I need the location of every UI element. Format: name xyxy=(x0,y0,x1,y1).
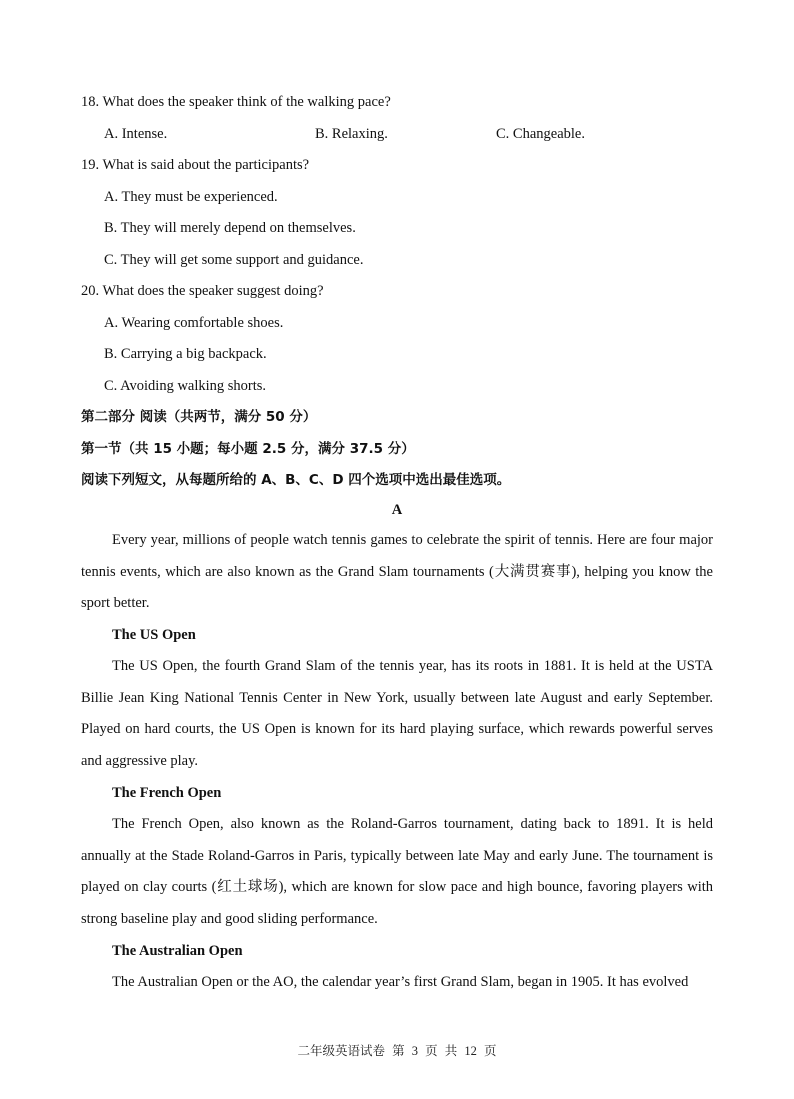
q18-option-a: A. Intense. xyxy=(104,126,168,142)
footer-page-label: 第 xyxy=(392,1044,405,1058)
footer-total-unit: 页 xyxy=(484,1044,497,1058)
us-open-heading: The US Open xyxy=(112,627,196,643)
page-footer xyxy=(0,1043,794,1059)
question-19: 19. What is said about the participants? xyxy=(81,157,310,173)
question-20: 20. What does the speaker suggest doing? xyxy=(81,283,324,299)
passage-label: A xyxy=(391,502,403,518)
question-18: 18. What does the speaker think of the walking pace? xyxy=(81,94,391,110)
footer-page-number: 3 xyxy=(411,1044,418,1058)
footer-page-unit: 页 xyxy=(425,1044,438,1058)
q18-option-b: B. Relaxing. xyxy=(315,126,388,142)
q18-option-c: C. Changeable. xyxy=(496,126,585,142)
french-open-heading: The French Open xyxy=(112,785,222,801)
q20-option-a: A. Wearing comfortable shoes. xyxy=(104,315,284,331)
french-open-paragraph: The French Open, also known as the Roland-Garros tournament, dating back to 1891. It is held annually at the Stade Roland-Garros in Paris, typically between late May and early June. The tournament is played on clay courts (红土球场), which are known for slow pace and high bounce, favoring players with strong baseline play and good sliding performance. xyxy=(81,816,713,927)
footer-total-pages: 12 xyxy=(464,1044,477,1058)
q20-option-b: B. Carrying a big backpack. xyxy=(104,346,267,362)
q19-option-a: A. They must be experienced. xyxy=(104,189,278,205)
q20-option-c: C. Avoiding walking shorts. xyxy=(104,378,267,394)
part-title: 第二部分 阅读（共两节，满分 50 分） xyxy=(81,409,317,425)
australian-open-heading: The Australian Open xyxy=(112,943,243,959)
section-title: 第一节（共 15 小题；每小题 2.5 分，满分 37.5 分） xyxy=(81,441,415,457)
instruction: 阅读下列短文，从每题所给的 A、B、C、D 四个选项中选出最佳选项。 xyxy=(81,472,511,488)
q19-option-c: C. They will get some support and guidance. xyxy=(104,252,364,268)
australian-open-paragraph: The Australian Open or the AO, the calendar year’s first Grand Slam, began in 1905. It has evolved xyxy=(112,974,689,990)
us-open-paragraph: The US Open, the fourth Grand Slam of the tennis year, has its roots in 1881. It is held at the USTA Billie Jean King National Tennis Center in New York, usually between late August and early September. Played on hard courts, the US Open is known for its hard playing surface, which rewards powerful serves and aggressive play. xyxy=(81,658,713,769)
intro-paragraph: Every year, millions of people watch tennis games to celebrate the spirit of tennis. Here are four major tennis events, which are also known as the Grand Slam tournaments (大满贯赛事), helping you know the sport better. xyxy=(81,532,713,612)
footer-exam-name: 二年级英语试卷 xyxy=(297,1044,385,1058)
q19-option-b: B. They will merely depend on themselves. xyxy=(104,220,356,236)
footer-total-label: 共 xyxy=(444,1044,458,1058)
